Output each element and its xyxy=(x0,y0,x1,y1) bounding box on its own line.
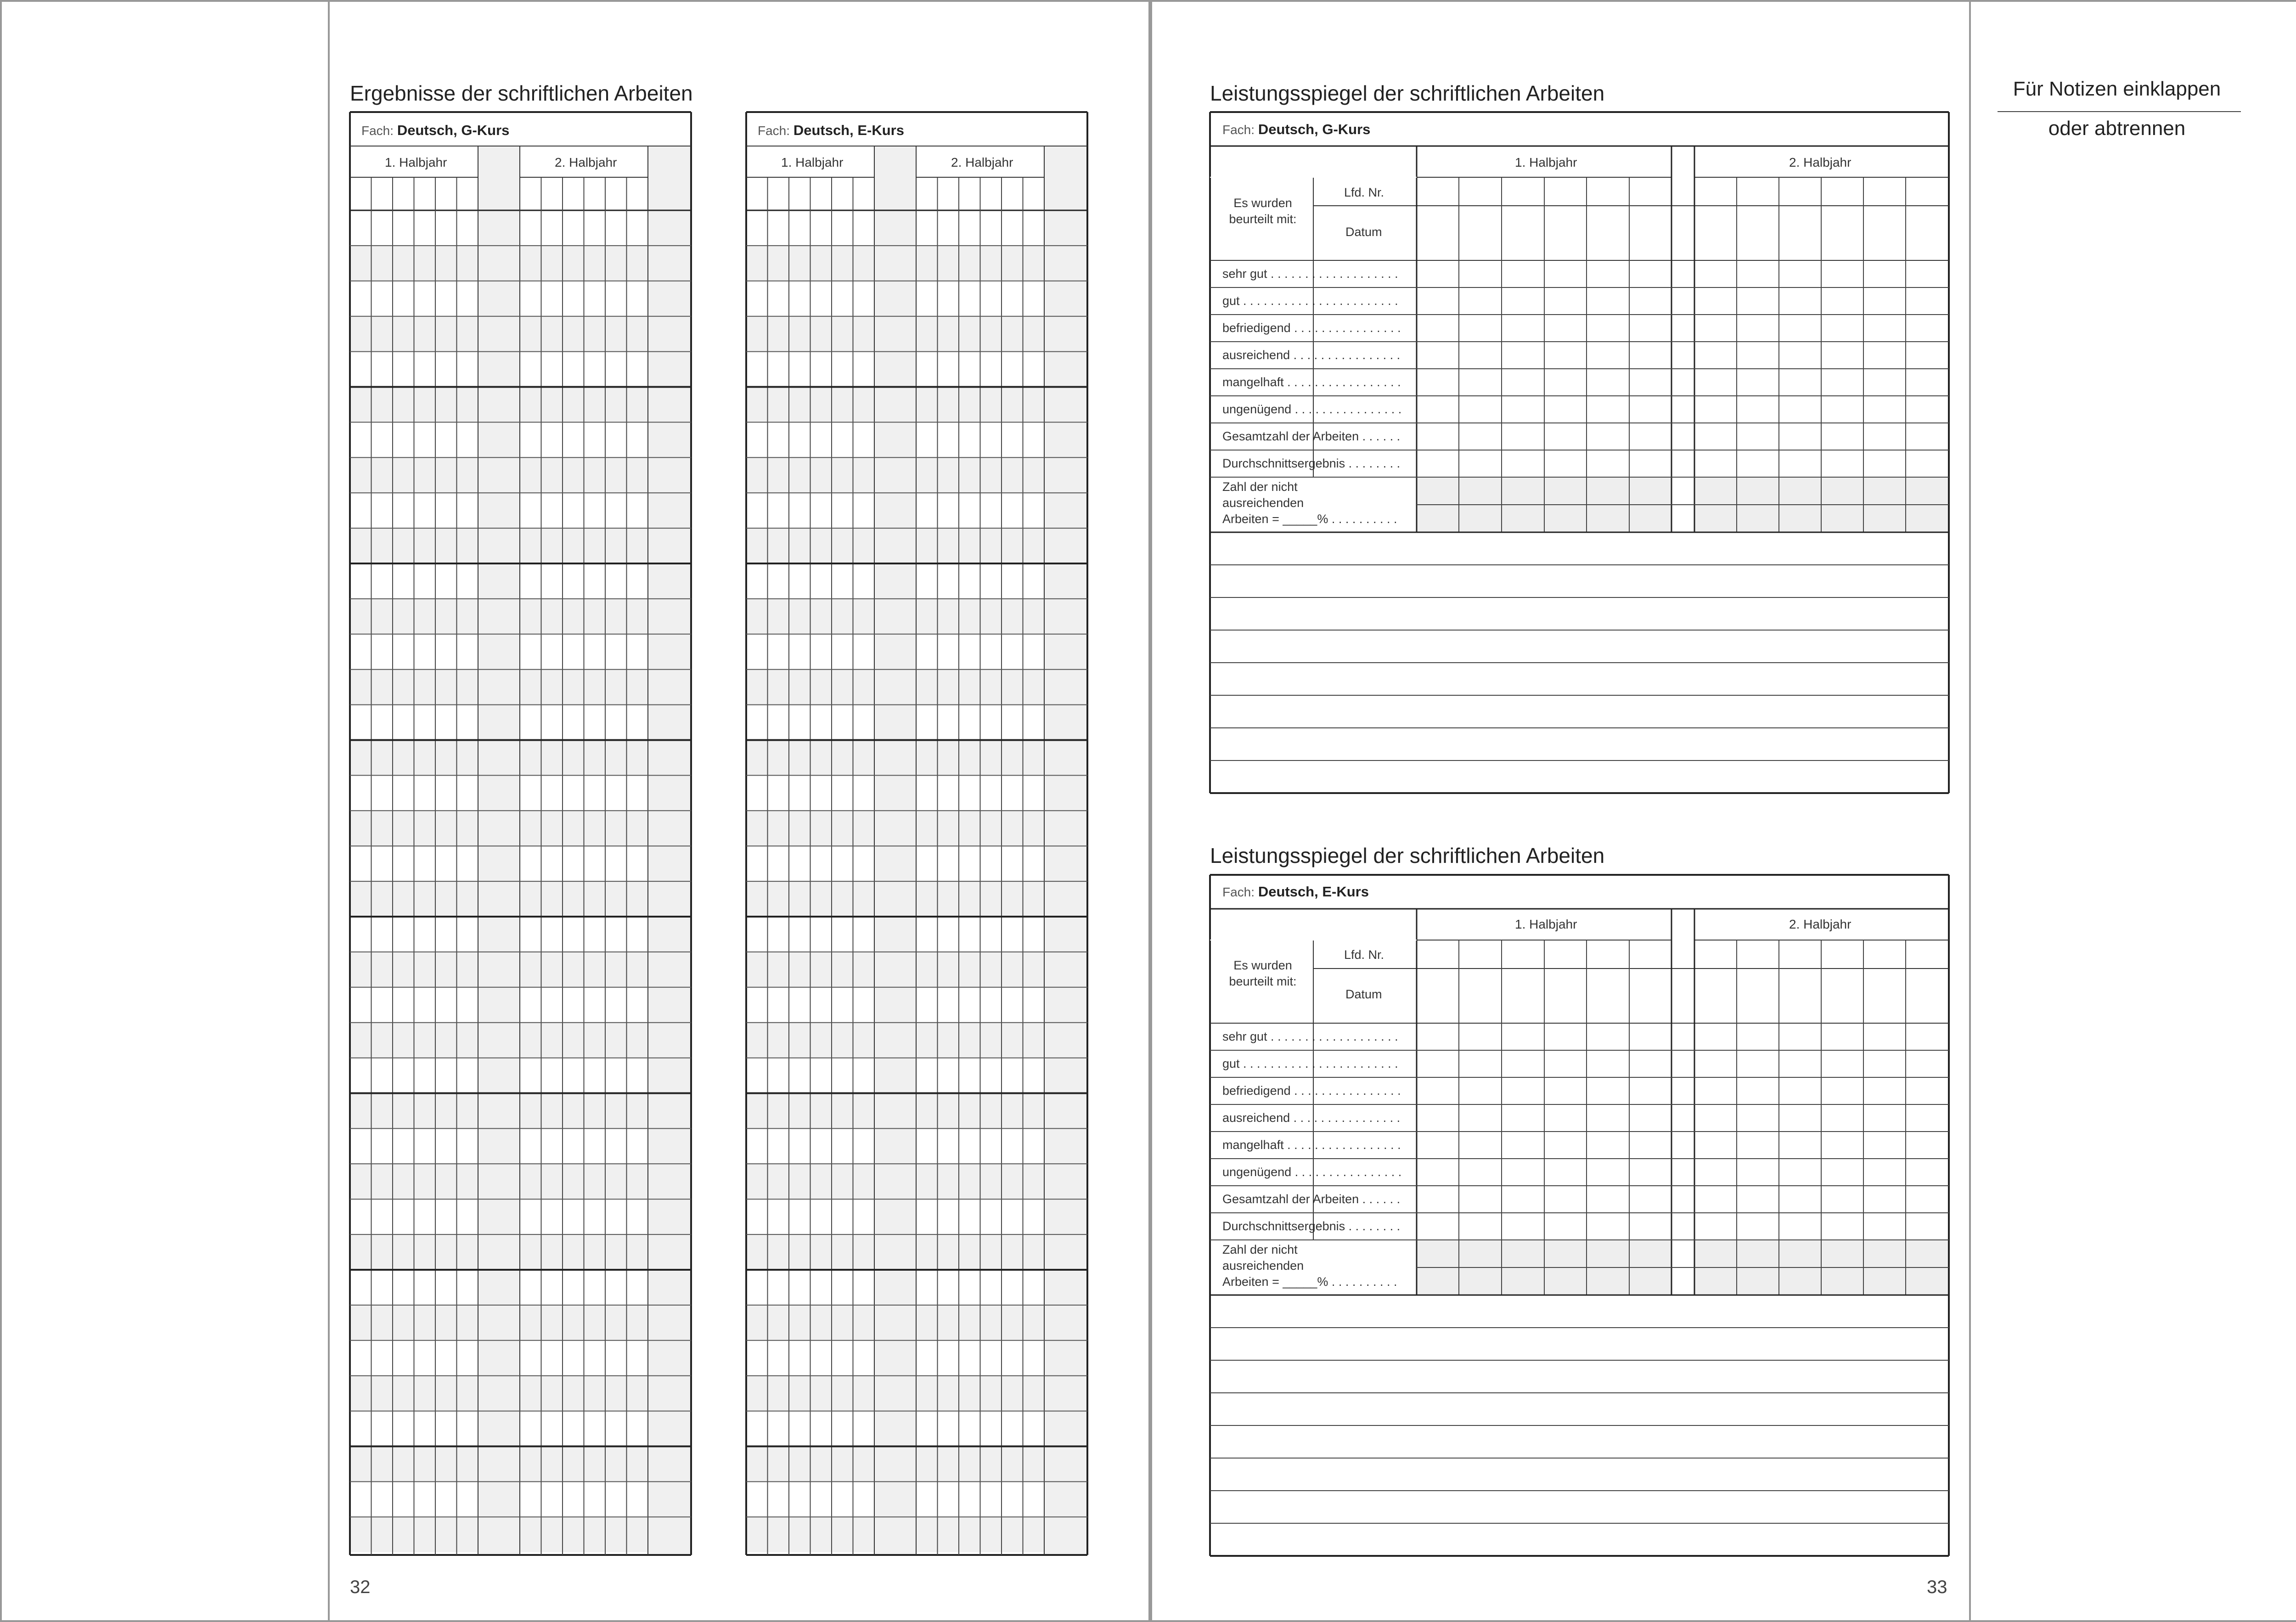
fach-label: Fach: xyxy=(758,124,790,138)
g-kurs-grade-row-label: mangelhaft . . . . . . . . . . . . . . . . . xyxy=(1222,375,1401,389)
half-year-2-label: 2. Halbjahr xyxy=(1789,155,1851,169)
es-wurden-label: Es wurden beurteilt mit: xyxy=(1229,196,1297,226)
fach-value: Deutsch, E-Kurs xyxy=(1258,884,1369,900)
fach-label: Fach: xyxy=(361,124,394,138)
section-1-title: Leistungsspiegel der schriftlichen Arbeiten xyxy=(1210,81,1605,105)
e-kurs-insufficient-row-label: Zahl der nicht xyxy=(1222,1243,1298,1256)
e-kurs-grade-row-label: sehr gut . . . . . . . . . . . . . . . . . . . xyxy=(1222,1030,1398,1043)
datum-label: Datum xyxy=(1345,987,1382,1001)
e-kurs-grade-row-label: mangelhaft . . . . . . . . . . . . . . . . . xyxy=(1222,1138,1401,1152)
half-year-2-label: 2. Halbjahr xyxy=(555,155,617,169)
shaded-column xyxy=(478,146,520,1555)
g-kurs-grade-row-label: befriedigend . . . . . . . . . . . . . . . . xyxy=(1222,321,1401,335)
page-number-right: 33 xyxy=(1927,1577,1947,1597)
left-page-title: Ergebnisse der schriftlichen Arbeiten xyxy=(350,81,693,105)
e-kurs-grade-row-label: Gesamtzahl der Arbeiten . . . . . . xyxy=(1222,1192,1401,1206)
half-year-1-label: 1. Halbjahr xyxy=(1515,917,1577,931)
g-kurs-grade-row-label: Durchschnittsergebnis . . . . . . . . xyxy=(1222,456,1401,470)
half-year-1-label: 1. Halbjahr xyxy=(385,155,447,169)
g-kurs-insufficient-row-label: Zahl der nicht xyxy=(1222,480,1298,494)
fach-g-kurs-right xyxy=(1222,122,1370,136)
fach-g-kurs-left xyxy=(361,123,509,137)
page-number-left: 32 xyxy=(350,1577,371,1597)
e-kurs-grade-row-label: ausreichend . . . . . . . . . . . . . . . . xyxy=(1222,1111,1401,1125)
g-kurs-grade-row-label: sehr gut . . . . . . . . . . . . . . . . . . . xyxy=(1222,267,1398,281)
fach-e-kurs-left xyxy=(758,123,904,137)
datum-label: Datum xyxy=(1345,225,1382,239)
fach-value: Deutsch, G-Kurs xyxy=(1258,121,1371,137)
e-kurs-grade-row-label: gut . . . . . . . . . . . . . . . . . . . . . . . xyxy=(1222,1057,1398,1070)
e-kurs-grade-row-label: ungenügend . . . . . . . . . . . . . . . . xyxy=(1222,1165,1402,1179)
half-year-2-label: 2. Halbjahr xyxy=(1789,917,1851,931)
shaded-column xyxy=(874,146,916,1555)
fach-e-kurs-right xyxy=(1222,884,1369,899)
e-kurs-grade-row-label: Durchschnittsergebnis . . . . . . . . xyxy=(1222,1219,1401,1233)
fach-label: Fach: xyxy=(1222,885,1255,899)
g-kurs-grade-row-label: ausreichend . . . . . . . . . . . . . . . . xyxy=(1222,348,1401,362)
shaded-column xyxy=(1044,146,1087,1555)
section-2-title: Leistungsspiegel der schriftlichen Arbeiten xyxy=(1210,844,1605,867)
lfd-nr-label: Lfd. Nr. xyxy=(1344,186,1384,199)
fach-label: Fach: xyxy=(1222,123,1255,137)
notes-hint-line-2: oder abtrennen xyxy=(2048,117,2186,140)
shaded-column xyxy=(648,146,691,1555)
g-kurs-grade-row-label: gut . . . . . . . . . . . . . . . . . . . . . . . xyxy=(1222,294,1398,308)
lfd-nr-label: Lfd. Nr. xyxy=(1344,948,1384,962)
e-kurs-insufficient-row-label: Arbeiten = _____% . . . . . . . . . . xyxy=(1222,1275,1397,1289)
g-kurs-grade-row-label: Gesamtzahl der Arbeiten . . . . . . xyxy=(1222,429,1401,443)
half-year-2-label: 2. Halbjahr xyxy=(951,155,1013,169)
e-kurs-grade-row-label: befriedigend . . . . . . . . . . . . . . . . xyxy=(1222,1084,1401,1098)
fach-value: Deutsch, G-Kurs xyxy=(397,122,510,138)
g-kurs-insufficient-row-label: Arbeiten = _____% . . . . . . . . . . xyxy=(1222,512,1397,526)
half-year-1-label: 1. Halbjahr xyxy=(781,155,844,169)
g-kurs-grade-row-label: ungenügend . . . . . . . . . . . . . . . . xyxy=(1222,402,1402,416)
es-wurden-label: Es wurden beurteilt mit: xyxy=(1229,958,1297,989)
half-year-1-label: 1. Halbjahr xyxy=(1515,155,1577,169)
fach-value: Deutsch, E-Kurs xyxy=(793,122,904,138)
notes-hint-line-1: Für Notizen einklappen xyxy=(2013,78,2221,100)
e-kurs-insufficient-row-label: ausreichenden xyxy=(1222,1259,1304,1273)
g-kurs-insufficient-row-label: ausreichenden xyxy=(1222,496,1304,510)
